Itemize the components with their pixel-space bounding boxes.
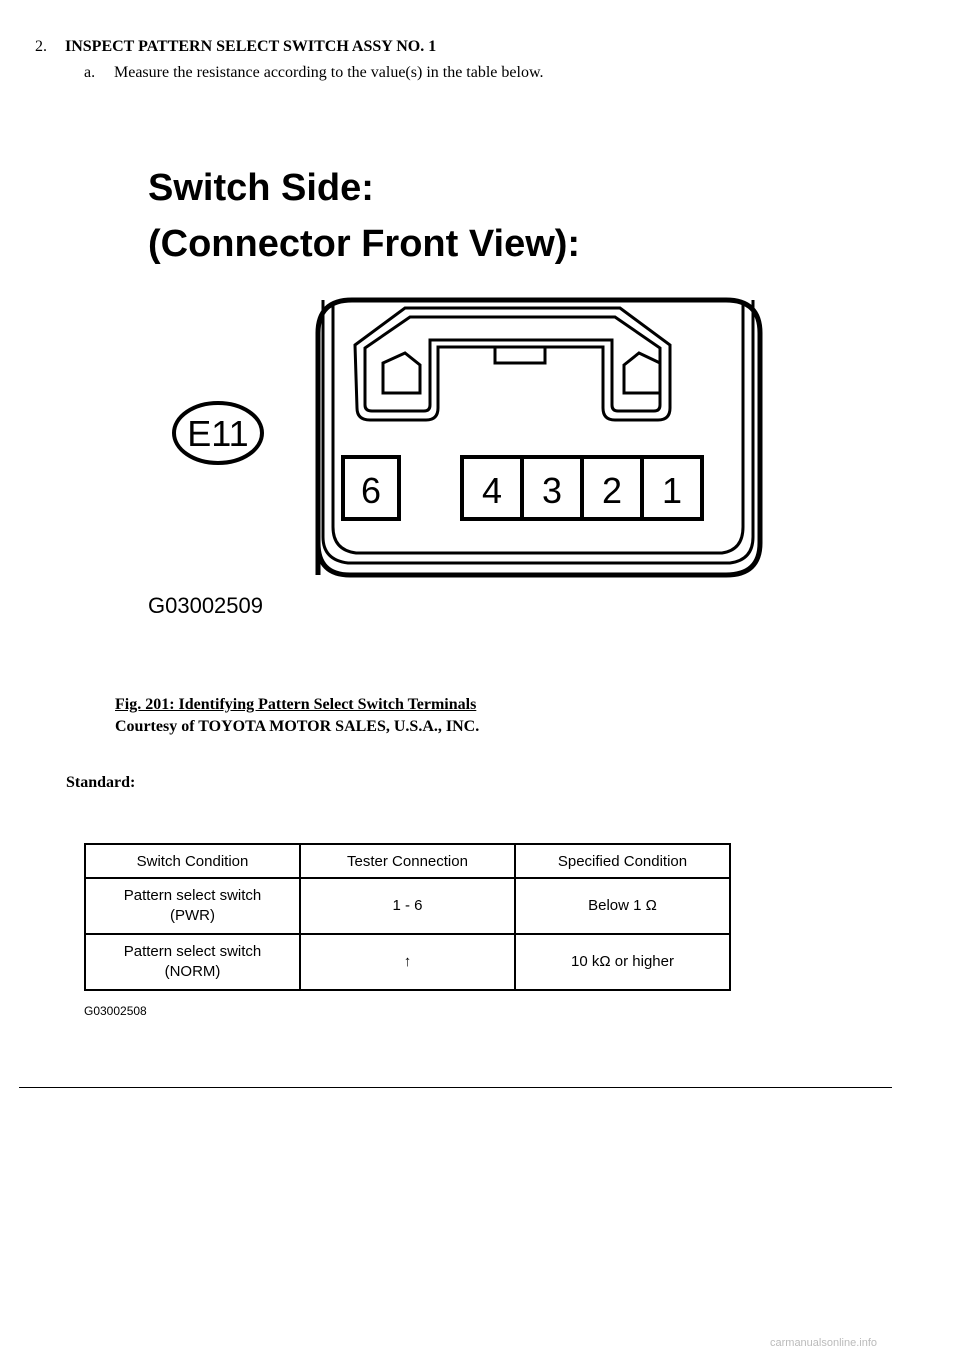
horizontal-rule bbox=[19, 1087, 892, 1088]
connector-id: E11 bbox=[187, 413, 249, 454]
terminal-label-2: 2 bbox=[601, 470, 623, 511]
terminal-label-4: 4 bbox=[481, 470, 503, 511]
terminal-label-3: 3 bbox=[541, 470, 563, 511]
figure-code: G03002509 bbox=[148, 593, 263, 618]
spec-table bbox=[84, 843, 731, 991]
step-number: 2. bbox=[35, 38, 47, 55]
table-header: Switch Condition bbox=[85, 844, 300, 878]
table-cell-tester: ↑ bbox=[300, 934, 515, 990]
condition-line1: Pattern select switch bbox=[123, 887, 262, 904]
figure-heading-line1: Switch Side: bbox=[148, 167, 374, 209]
table-code: G03002508 bbox=[84, 1004, 147, 1018]
substep-text: Measure the resistance according to the value(s) in the table below. bbox=[114, 64, 544, 81]
latch-bump-left bbox=[383, 353, 420, 393]
figure-caption bbox=[115, 694, 479, 738]
condition-line1: Pattern select switch bbox=[123, 943, 262, 960]
step-heading bbox=[35, 38, 436, 56]
table-cell-spec: 10 kΩ or higher bbox=[515, 934, 730, 990]
table-row bbox=[85, 934, 730, 990]
table-header-row bbox=[85, 844, 730, 878]
terminal-label-6: 6 bbox=[360, 470, 382, 511]
footer-watermark: carmanualsonline.info bbox=[770, 1337, 878, 1349]
step-title: INSPECT PATTERN SELECT SWITCH ASSY NO. 1 bbox=[65, 38, 437, 55]
terminal-label-1: 1 bbox=[661, 470, 683, 511]
condition-line2: (NORM) bbox=[164, 963, 221, 980]
substep-letter: a. bbox=[84, 64, 96, 81]
latch-bump-right bbox=[624, 353, 660, 393]
standard-label: Standard: bbox=[66, 774, 136, 791]
table-cell-spec: Below 1 Ω bbox=[515, 878, 730, 934]
figure-heading-line2: (Connector Front View): bbox=[148, 223, 581, 265]
table-cell-condition bbox=[85, 934, 300, 990]
table-header: Tester Connection bbox=[300, 844, 515, 878]
caption-courtesy: Courtesy of TOYOTA MOTOR SALES, U.S.A., INC. bbox=[115, 718, 480, 735]
connector-inner-frame-2 bbox=[333, 305, 743, 553]
key-tab bbox=[495, 347, 545, 363]
connector-figure bbox=[140, 165, 780, 635]
table-cell-tester: 1 - 6 bbox=[300, 878, 515, 934]
substep bbox=[84, 64, 543, 82]
caption-title: Fig. 201: Identifying Pattern Select Switch Terminals bbox=[115, 696, 477, 713]
condition-line2: (PWR) bbox=[170, 907, 215, 924]
table-header: Specified Condition bbox=[515, 844, 730, 878]
table-cell-condition bbox=[85, 878, 300, 934]
table-row bbox=[85, 878, 730, 934]
